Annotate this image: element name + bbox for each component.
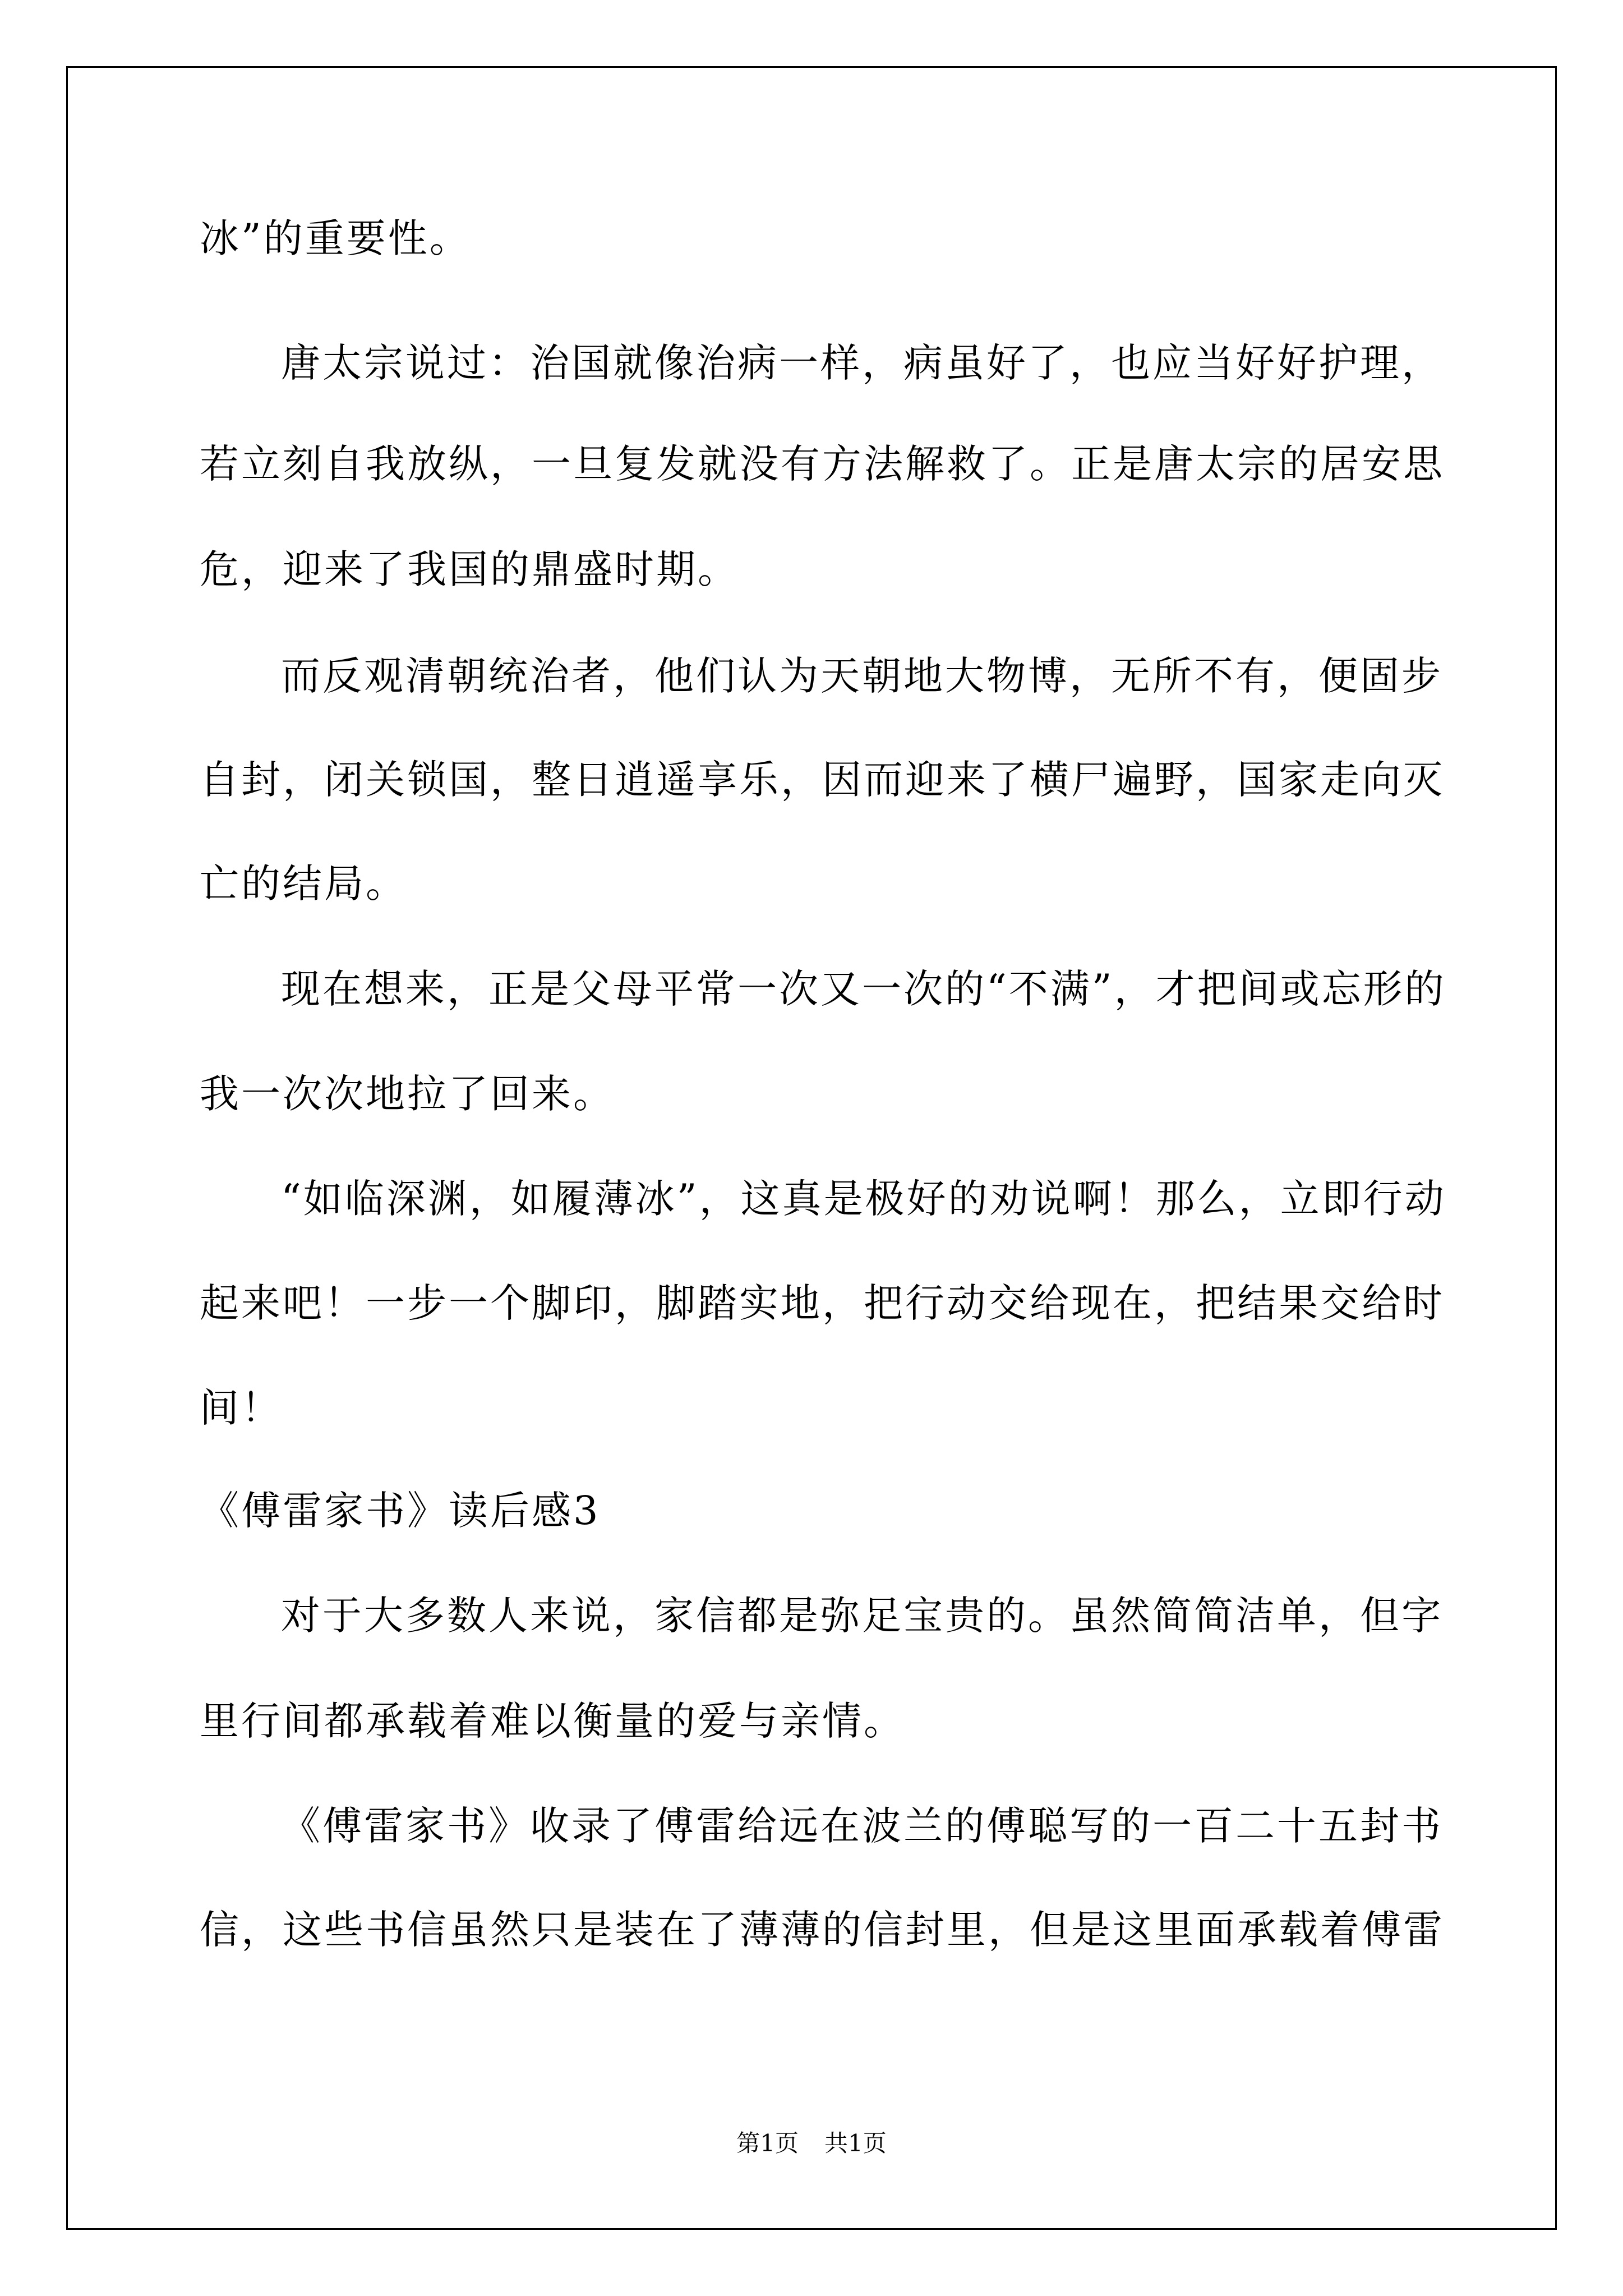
page-number: 第1页 [736,2129,799,2157]
text-line: 而反观清朝统治者，他们认为天朝地大物博，无所不有，便固步 [281,653,1443,699]
text-line: 自封，闭关锁国，整日逍遥享乐，因而迎来了横尸遍野，国家走向灭 [200,757,1445,803]
text-line: 冰”的重要性。 [200,215,471,261]
text-line: 亡的结局。 [200,861,407,907]
section-heading: 《傅雷家书》读后感3 [200,1488,601,1534]
text-line: 危，迎来了我国的鼎盛时期。 [200,546,739,592]
text-line: 现在想来，正是父母平常一次又一次的“不满”，才把间或忘形的 [281,966,1446,1012]
text-line: 《傅雷家书》收录了傅雷给远在波兰的傅聪写的一百二十五封书 [281,1803,1443,1849]
page-footer [0,2129,1623,2157]
text-line: 间！ [200,1385,283,1431]
text-line: 若立刻自我放纵，一旦复发就没有方法解救了。正是唐太宗的居安思 [200,441,1445,487]
page-total: 共1页 [824,2129,887,2157]
text-line: “如临深渊，如履薄冰”，这真是极好的劝说啊！那么，立即行动 [281,1176,1446,1222]
text-line: 信，这些书信虽然只是装在了薄薄的信封里，但是这里面承载着傅雷 [200,1907,1445,1953]
text-line: 唐太宗说过：治国就像治病一样，病虽好了，也应当好好护理， [281,340,1443,386]
text-line: 对于大多数人来说，家信都是弥足宝贵的。虽然简简洁单，但字 [281,1593,1443,1639]
text-line: 起来吧！一步一个脚印，脚踏实地，把行动交给现在，把结果交给时 [200,1280,1445,1326]
text-line: 里行间都承载着难以衡量的爱与亲情。 [200,1698,905,1744]
page-border [66,66,1557,2230]
text-line: 我一次次地拉了回来。 [200,1071,615,1117]
